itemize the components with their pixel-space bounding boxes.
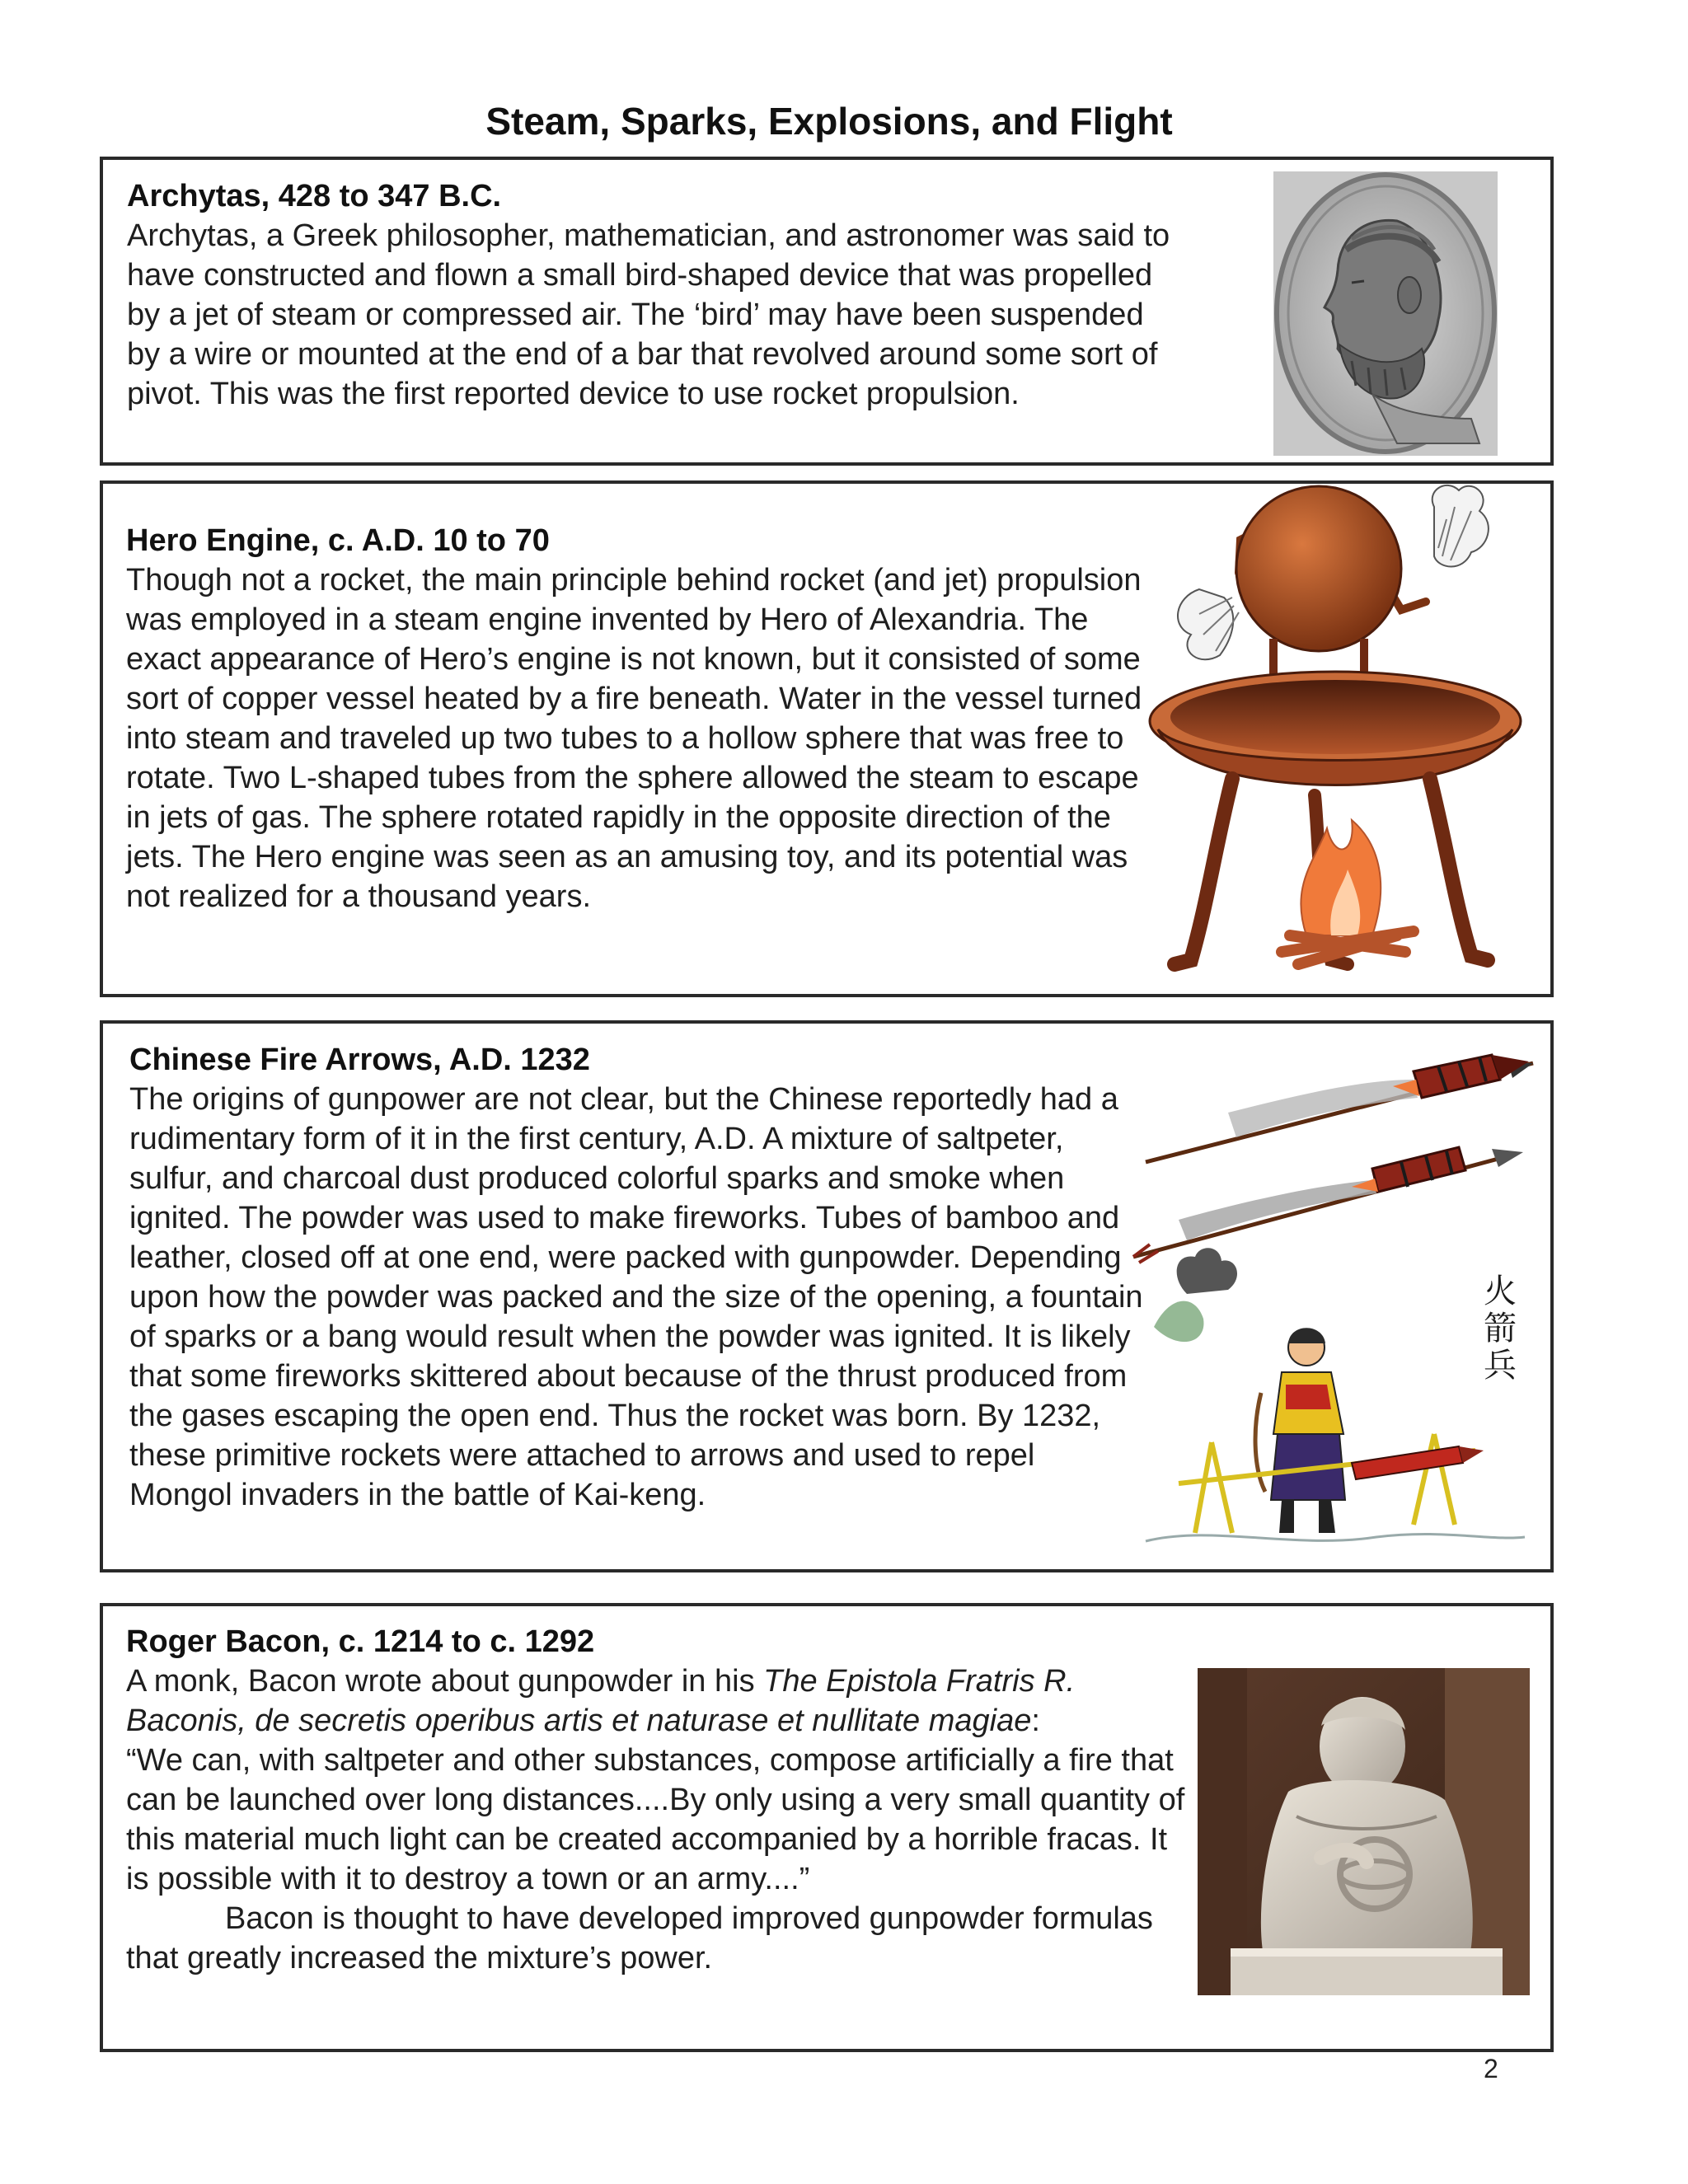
section-body: Though not a rocket, the main principle behind rocket (and jet) propulsion was employed in a steam engine invented by Hero of Alexandria. The exact appearance of Hero’s engine is not known, but it consisted of some sort of copper vessel heated by a fire beneath. Water in the vessel turned into steam and traveled up two tubes to a hollow sphere that was free to rotate. Two L-shaped tubes from the sphere allowed the steam to escape in jets of gas. The sphere rotated rapidly in the opposite direction of the jets. The Hero engine was seen as an amusing toy, and its potential was not realized for a thousand years.	[126, 563, 1142, 914]
bacon-quote: “We can, with saltpeter and other substances, compose artificially a fire that can be launched over long distances....By only using a very small quantity of this material much light can be created accompanied by a horrible fracas. It is possible with it to destroy a town or an army....”	[126, 1743, 1185, 1896]
fire-arrows-caption	[1484, 1272, 1517, 1385]
svg-text:箭: 箭	[1484, 1310, 1517, 1347]
section-roger-bacon-text	[126, 1622, 1189, 1978]
page-title: Steam, Sparks, Explosions, and Flight	[485, 100, 1173, 143]
section-heading: Roger Bacon, c. 1214 to c. 1292	[126, 1624, 595, 1659]
archytas-portrait	[1273, 171, 1498, 456]
page-number: 2	[1484, 2054, 1498, 2083]
svg-text:火: 火	[1484, 1272, 1517, 1310]
section-archytas-text	[127, 176, 1182, 414]
fire-arrows-illustration	[1129, 1047, 1537, 1562]
section-heading: Archytas, 428 to 347 B.C.	[127, 179, 502, 213]
section-body-end: Bacon is thought to have developed improved gunpowder formulas that greatly increased the mixture’s power.	[126, 1901, 1153, 1975]
hero-engine-illustration	[1142, 474, 1529, 978]
section-body-intro: A monk, Bacon wrote about gunpowder in his	[126, 1664, 764, 1699]
section-body	[126, 1661, 1189, 1741]
section-fire-arrows-text	[129, 1040, 1143, 1515]
bacon-statue-photo	[1198, 1668, 1530, 1995]
svg-text:兵: 兵	[1484, 1347, 1517, 1385]
section-heading: Hero Engine, c. A.D. 10 to 70	[126, 523, 550, 558]
book-title: The Epistola Fratris R. Baconis, de secretis operibus artis et naturase et nullitate magiae	[126, 1664, 1076, 1738]
section-body: Archytas, a Greek philosopher, mathematician, and astronomer was said to have constructed and flown a small bird-shaped device that was propelled by a jet of steam or compressed air. The ‘bird’ may have been suspended by a wire or mounted at the end of a bar that revolved around some sort of pivot. This was the first reported device to use rocket propulsion.	[127, 218, 1170, 411]
section-hero-engine-text	[126, 521, 1165, 916]
section-body-colon: :	[1031, 1704, 1040, 1738]
section-heading: Chinese Fire Arrows, A.D. 1232	[129, 1043, 590, 1077]
section-body: The origins of gunpower are not clear, but the Chinese reportedly had a rudimentary form of it in the first century, A.D. A mixture of saltpeter, sulfur, and charcoal dust produced colorful sparks and smoke when ignited. The powder was used to make fireworks. Tubes of bamboo and leather, closed off at one end, were packed with gunpowder. Depending upon how the powder was packed and the size of the opening, a fountain of sparks or a bang would result when the powder was ignited. It is likely that some fireworks skittered about because of the thrust produced from the gases escaping the open end. Thus the rocket was born. By 1232, these primitive rockets were attached to arrows and used to repel Mongol invaders in the battle of Kai-keng.	[129, 1082, 1143, 1512]
